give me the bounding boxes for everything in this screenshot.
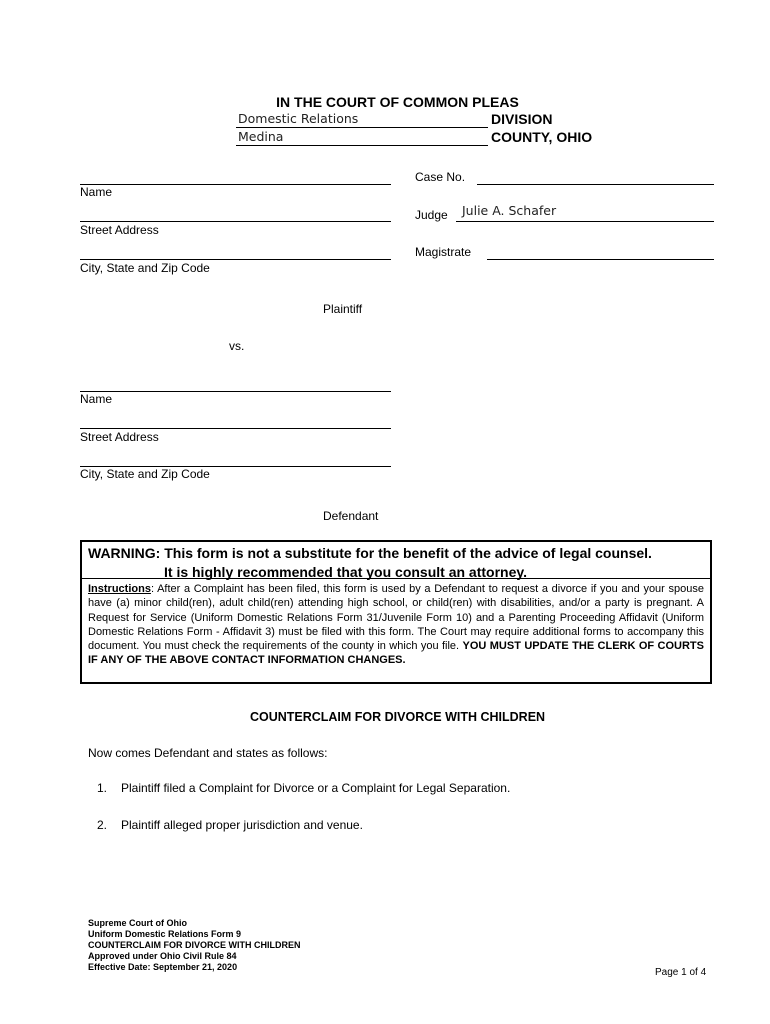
plaintiff-name-field[interactable] — [80, 168, 391, 185]
list-item — [97, 818, 363, 832]
warning-heading — [82, 542, 710, 579]
form-footer — [88, 918, 301, 973]
court-title: IN THE COURT OF COMMON PLEAS — [276, 94, 519, 110]
plaintiff-name-label: Name — [80, 185, 113, 199]
instructions-text — [82, 579, 710, 671]
list-item-text: Plaintiff filed a Complaint for Divorce or a Complaint for Legal Separation. — [121, 781, 511, 795]
instructions-body: : After a Complaint has been filed, this form is used by a Defendant to request a divorce if you and your spouse have (a) minor child(ren), adult child(ren) attending high school, or child(ren) with disabilities, and/or a party is pregnant. A Request for Service (Uniform Domestic Relations Form 31/Juvenile Form 10) and a Parenting Proceeding Affidavit (Uniform Domestic Relations Form - Affidavit 3) must be filed with this form. The Court may require additional forms to accompany this document. You must check the requirements of the county in which you file. — [88, 583, 704, 653]
division-label: DIVISION — [491, 111, 553, 127]
plaintiff-city-field[interactable] — [80, 243, 391, 260]
county-value: Medina — [238, 129, 284, 144]
defendant-street-field[interactable] — [80, 412, 391, 429]
magistrate-label: Magistrate — [415, 245, 472, 259]
warning-box — [80, 540, 712, 684]
plaintiff-street-field[interactable] — [80, 205, 391, 222]
instructions-bold: YOU MUST UPDATE THE CLERK OF COURTS IF ANY OF THE ABOVE CONTACT INFORMATION CHANGES. — [88, 640, 704, 667]
footer-line-4: Approved under Ohio Civil Rule 84 — [88, 951, 237, 961]
plaintiff-city-label: City, State and Zip Code — [80, 261, 210, 275]
warning-line-1: WARNING: This form is not a substitute for the benefit of the advice of legal counsel. — [88, 545, 652, 561]
division-field[interactable] — [236, 111, 488, 128]
footer-line-3: COUNTERCLAIM FOR DIVORCE WITH CHILDREN — [88, 940, 301, 950]
list-item — [97, 781, 511, 795]
footer-line-5: Effective Date: September 21, 2020 — [88, 962, 238, 972]
defendant-street-label: Street Address — [80, 430, 159, 444]
section-title: COUNTERCLAIM FOR DIVORCE WITH CHILDREN — [249, 710, 546, 724]
plaintiff-street-label: Street Address — [80, 223, 159, 237]
division-value: Domestic Relations — [238, 111, 359, 126]
defendant-role-label: Defendant — [323, 509, 379, 523]
defendant-name-field[interactable] — [80, 375, 391, 392]
instructions-label: Instructions — [88, 583, 151, 595]
magistrate-field[interactable] — [487, 243, 714, 260]
list-item-text: Plaintiff alleged proper jurisdiction and venue. — [121, 818, 363, 832]
defendant-name-label: Name — [80, 392, 113, 406]
page-number: Page 1 of 4 — [655, 967, 707, 978]
county-label: COUNTY, OHIO — [491, 129, 593, 145]
list-item-number: 1. — [97, 781, 108, 795]
case-no-label: Case No. — [415, 170, 466, 184]
defendant-city-field[interactable] — [80, 450, 391, 467]
judge-field[interactable] — [456, 204, 714, 222]
footer-line-2: Uniform Domestic Relations Form 9 — [88, 929, 242, 939]
county-field[interactable] — [236, 129, 488, 146]
versus-label: vs. — [229, 339, 245, 353]
warning-line-2: It is highly recommended that you consult an attorney. — [164, 564, 528, 580]
judge-label: Judge — [415, 208, 448, 222]
list-item-number: 2. — [97, 818, 108, 832]
defendant-city-label: City, State and Zip Code — [80, 467, 210, 481]
case-no-field[interactable] — [477, 168, 714, 185]
intro-text: Now comes Defendant and states as follows: — [88, 746, 328, 760]
plaintiff-role-label: Plaintiff — [323, 302, 363, 316]
judge-value: Julie A. Schafer — [462, 203, 557, 218]
footer-line-1: Supreme Court of Ohio — [88, 918, 187, 928]
